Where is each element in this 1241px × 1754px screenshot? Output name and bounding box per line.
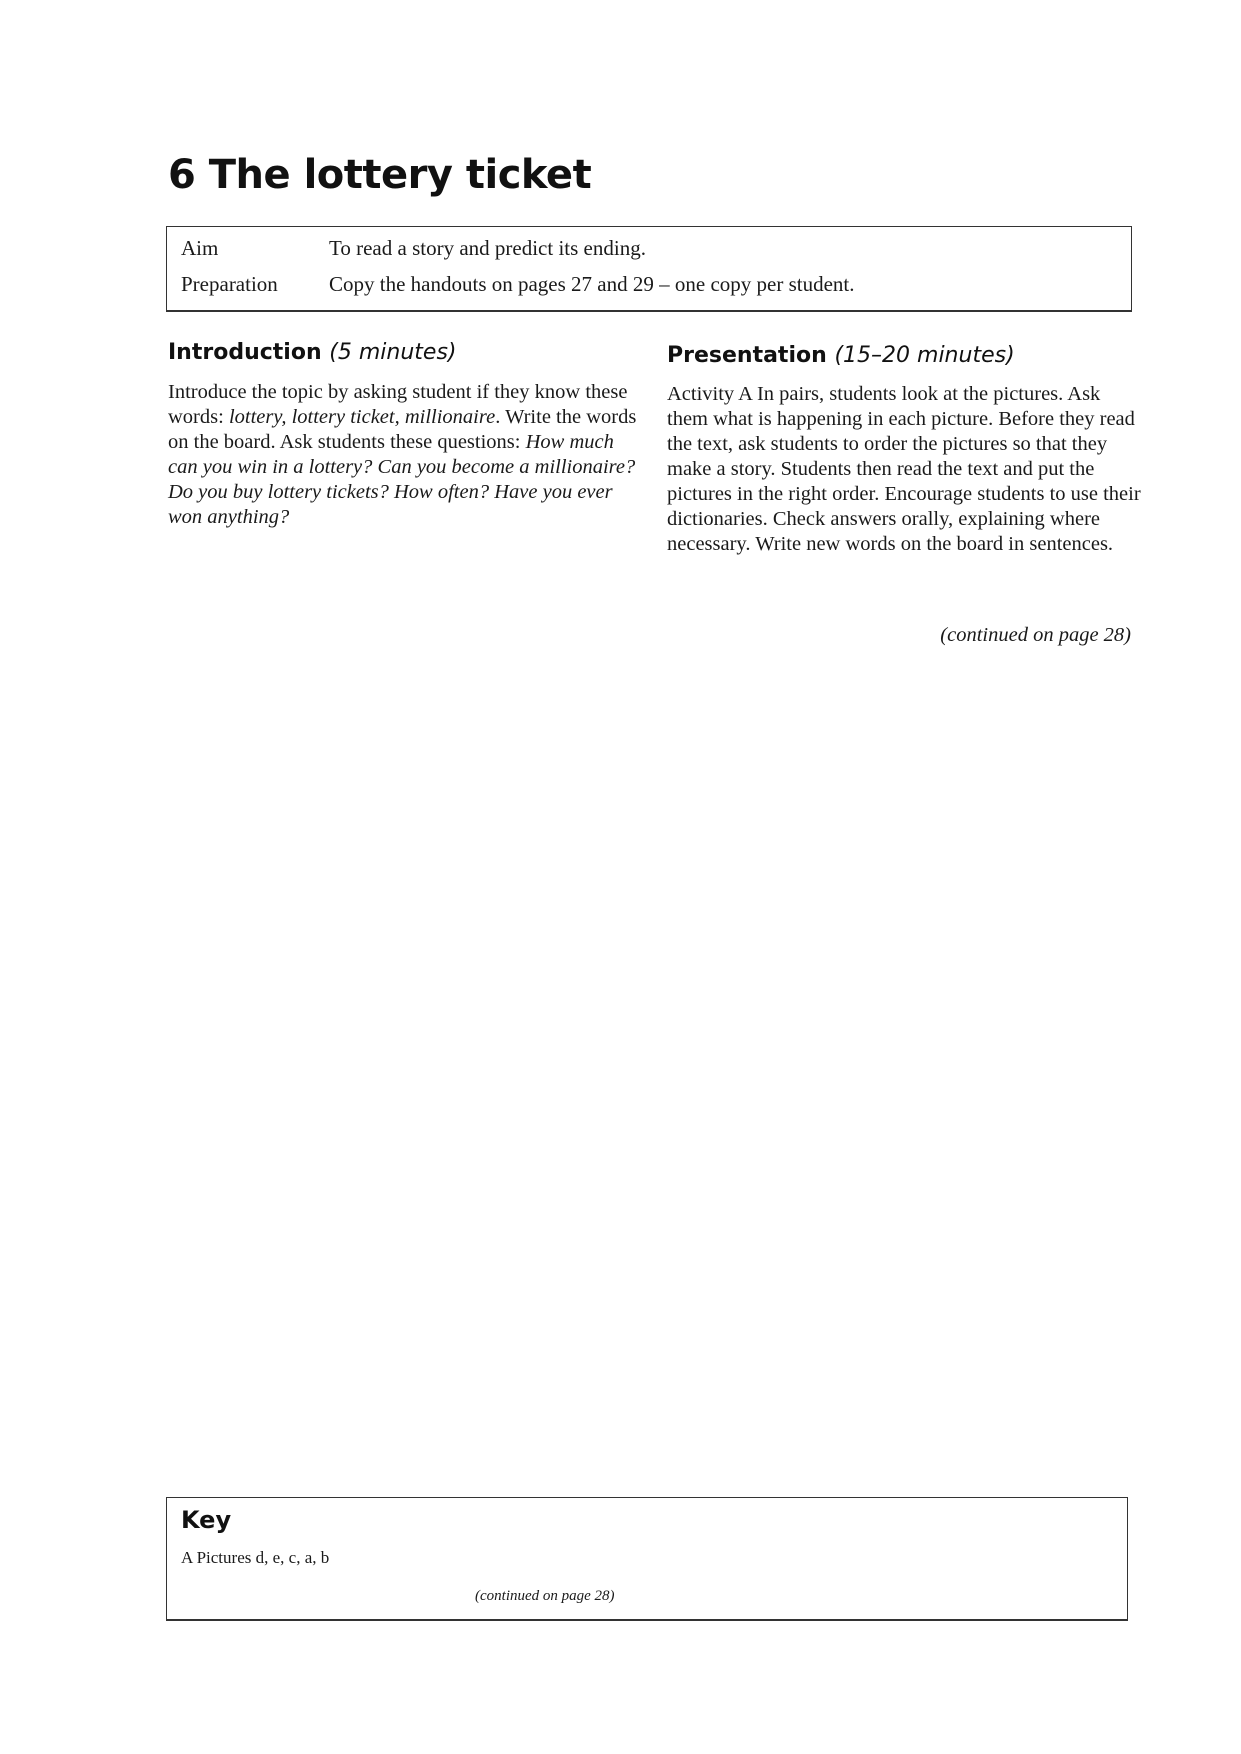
key-box [166,1497,1128,1621]
preparation-row [181,271,855,297]
key-title: Key [181,1506,232,1534]
presentation-heading [667,343,1015,368]
introduction-heading-label: Introduction [168,340,322,365]
key-answer: A Pictures d, e, c, a, b [181,1548,330,1567]
aim-row [181,235,646,261]
aim-text: To read a story and predict its ending. [329,236,646,260]
aim-label: Aim [181,236,219,260]
introduction-text-questions: How much can you win in a lottery? Can you become a millionaire? Do you buy lottery tickets? How often? Have you ever won anything? [168,431,636,528]
introduction-duration: (5 minutes) [329,340,457,365]
page-title: 6 The lottery ticket [168,152,592,198]
introduction-heading [168,340,457,365]
presentation-text: Activity A In pairs, students look at the pictures. Ask them what is happening in each picture. Before they read the text, ask students to order the pictures so that they make a story. Students then read the text and put the pictures in the right order. Encourage students to use their dictionaries. Check answers orally, explaining where necessary. Write new words on the board in sentences. [667,383,1141,555]
preparation-label: Preparation [181,272,278,296]
presentation-duration: (15–20 minutes) [834,343,1015,368]
key-continued-note: (continued on page 28) [475,1588,615,1604]
preparation-text: Copy the handouts on pages 27 and 29 – one copy per student. [329,272,855,296]
presentation-heading-label: Presentation [667,343,827,368]
introduction-text-vocab: lottery, lottery ticket, millionaire [228,406,496,428]
introduction-text [168,380,638,530]
info-box [166,226,1132,312]
continued-note: (continued on page 28) [940,624,1131,646]
introduction-text-part-2: . Write the words on the board. Ask students these questions: [168,406,637,453]
introduction-text-part-1: Introduce the topic by asking student if they know these words: [168,381,628,428]
